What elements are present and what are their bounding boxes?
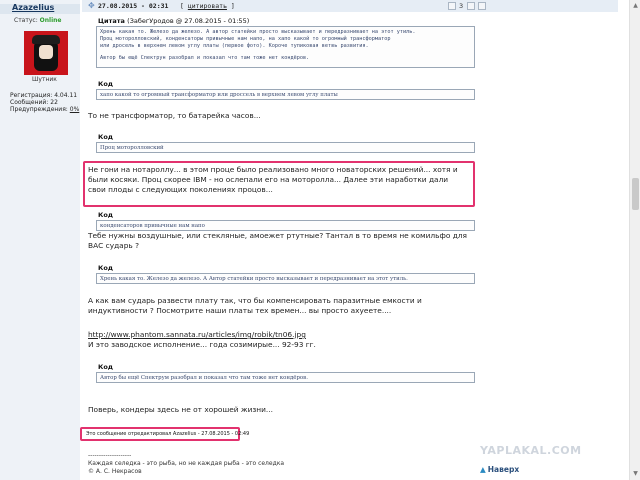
reg-value: 4.04.11 <box>54 92 78 99</box>
user-rank: Шутник <box>32 76 57 83</box>
msgs-info <box>10 99 58 106</box>
quote-bracket-close: ] <box>230 2 235 10</box>
code-label: Код <box>98 363 114 371</box>
quote-author: (ЗабегУродов @ 27.08.2015 - 01:55) <box>127 17 250 25</box>
post-paragraph <box>88 296 422 316</box>
minus-icon[interactable] <box>467 2 475 10</box>
back-label: Наверх <box>487 465 520 474</box>
quote-line: или дросель в верхнем левом углу платы (первое фото). Короче тупиковая ветвь развития. <box>100 43 369 49</box>
user-status <box>14 17 61 24</box>
quote-line: Проц моторолловский, конденсаторы привычные нам напо, на хапо какой то огромный трансформатор <box>100 36 391 42</box>
quote-bracket-open: [ <box>180 2 184 10</box>
post-paragraph <box>88 231 467 251</box>
signature-line: Каждая селедка - это рыба, но не каждая рыба - это селедка <box>88 460 285 467</box>
msgs-value: 22 <box>50 99 58 106</box>
quote-link[interactable]: цитировать <box>187 2 227 10</box>
quote-label: Цитата <box>98 17 125 25</box>
code-block: конденсаторов привычные нам напо <box>96 220 475 231</box>
paragraph-line: были косяки. Проц скорее IBM - но ослепали его на моторолла... Далее эти наработки дали <box>88 175 449 184</box>
reg-label: Регистрация: <box>10 92 53 99</box>
back-to-top-link[interactable] <box>480 465 519 474</box>
post-count: 3 <box>459 2 464 10</box>
up-arrow-icon: ▲ <box>480 465 486 474</box>
code-label: Код <box>98 133 114 141</box>
signature-divider: -------------------- <box>88 452 132 459</box>
plus-icon[interactable] <box>478 2 486 10</box>
msgs-label: Сообщений: <box>10 99 49 106</box>
code-block: Проц моторолловский <box>96 142 475 153</box>
quote-line: Хрень какая то. Железо да железо. А автор статейки просто высказывает и передразнивает на этот утиль. <box>100 29 416 35</box>
post-paragraph: Поверь, кондеры здесь не от хорошей жизни... <box>88 405 273 414</box>
paragraph-line: ВАС сударь ? <box>88 241 140 250</box>
code-label: Код <box>98 211 114 219</box>
image-link[interactable]: http://www.phantom.sannata.ru/articles/img/robik/tn06.jpg <box>88 330 306 339</box>
scroll-down-icon[interactable]: ▼ <box>633 470 638 477</box>
username-link[interactable]: Azazelius <box>12 3 55 12</box>
code-label: Код <box>98 264 114 272</box>
scroll-up-icon[interactable]: ▲ <box>633 2 638 9</box>
paragraph-line: Тебе нужны воздушные, или стекляные, амоежет ртутные? Тантал в то время не комильфо для <box>88 231 467 240</box>
code-block: Хрень какая то. Железо да железо. А Автор статейки просто высказывает и передразнивает на этот утиль. <box>96 273 475 284</box>
paragraph-line: индуктивности ? Посмотрите наши платы тех времен... вы просто ахуеете.... <box>88 306 392 315</box>
user-panel <box>0 0 80 480</box>
status-value: Online <box>39 17 62 24</box>
post-pin-icon: ✥ <box>88 1 95 10</box>
warn-label: Предупреждения: <box>10 106 68 113</box>
quote-header <box>98 17 249 25</box>
avatar-face <box>39 45 53 59</box>
status-label: Статус: <box>14 17 38 24</box>
vertical-scrollbar[interactable] <box>629 0 640 480</box>
paragraph-line: свои плоды с следующих поколениях процов... <box>88 185 273 194</box>
signature <box>88 452 284 476</box>
post-paragraph: И это заводское исполнение... года созимирые... 92-93 гг. <box>88 340 316 349</box>
code-block: Автор бы ещё Спектрум разобрал и показал что там тоже нет кондёров. <box>96 372 475 383</box>
quote-button[interactable] <box>180 2 235 10</box>
post-paragraph: То не трансформатор, то батарейка часов... <box>88 111 261 120</box>
reg-info <box>10 92 77 99</box>
code-block: хапо какой то огромный трансформатор или дроссель в верхнем левом углу платы <box>96 89 475 100</box>
signature-author: © А. С. Некрасов <box>88 468 142 475</box>
post-date: 27.08.2015 - 02:31 <box>98 2 169 10</box>
avatar-cap <box>32 35 60 44</box>
paragraph-line: А как вам сударь развести плату так, что бы компенсировать паразитные емкости и <box>88 296 422 305</box>
edit-note: Это сообщение отредактировал Azazelius - 27.08.2015 - 02:49 <box>86 431 250 437</box>
paragraph-line: Не гони на нотароллу... в этом проце было реализовано много новаторских решений... хотя и <box>88 165 458 174</box>
site-watermark: YAPLAKAL.COM <box>480 444 582 457</box>
warn-value[interactable]: 0% <box>69 106 80 113</box>
scrollbar-thumb[interactable] <box>632 178 639 210</box>
warn-info <box>10 106 79 113</box>
report-icon[interactable] <box>448 2 456 10</box>
quote-block <box>96 26 475 68</box>
post-paragraph <box>88 165 458 195</box>
avatar[interactable] <box>24 31 68 75</box>
code-label: Код <box>98 80 114 88</box>
quote-line: Автор бы ещё Спектрун разобрал и показал что там тоже нет кондёров. <box>100 55 310 61</box>
